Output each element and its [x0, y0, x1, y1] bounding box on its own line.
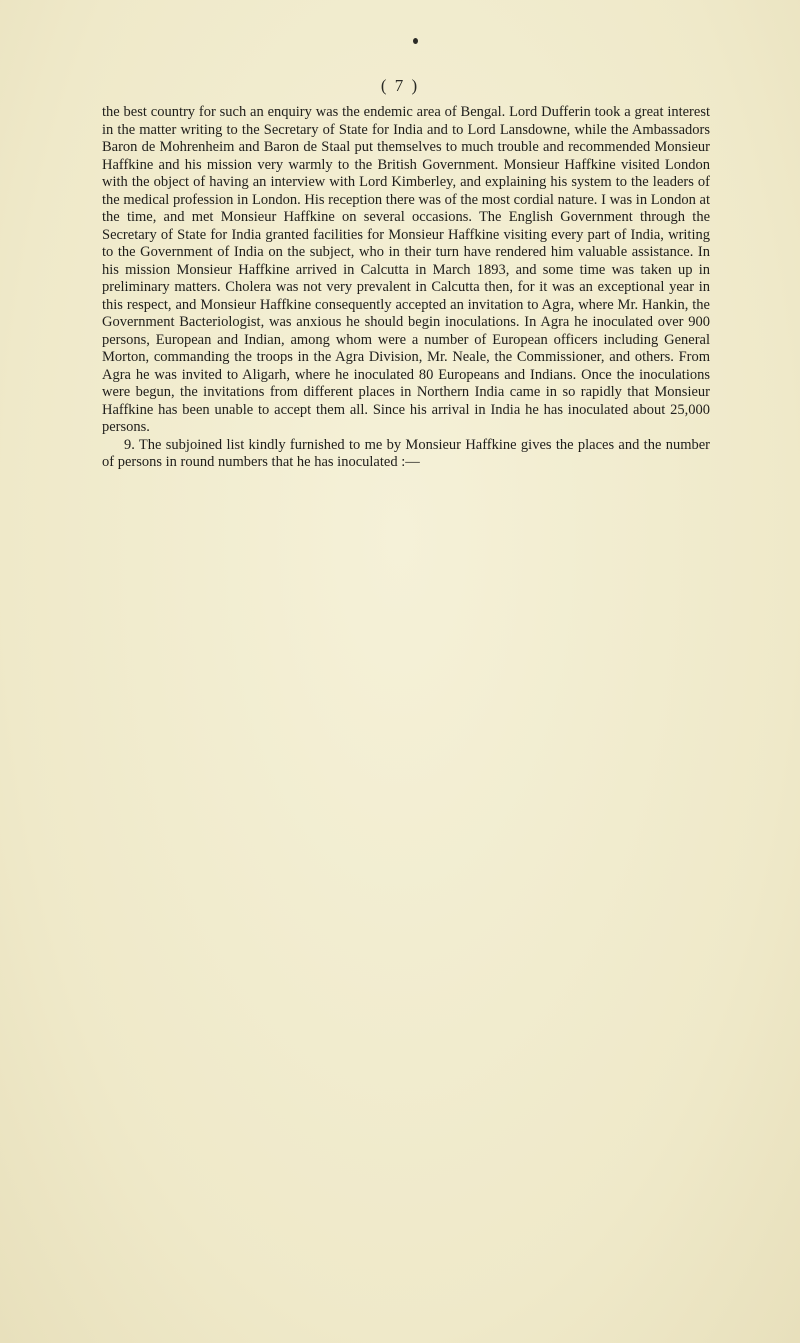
ink-speck: [413, 38, 418, 44]
body-text: [102, 104, 710, 472]
page-number: ( 7 ): [380, 76, 420, 95]
paragraph-continuation: the best country for such an enquiry was the endemic area of Bengal. Lord Dufferin took a great interest in the matter writing to the Secretary of State for India and to Lord Lansdowne, while the Ambassadors Baron de Mohrenheim and Baron de Staal put themselves to much trouble and recommended Monsieur Haffkine and his mission very warmly to the British Government. Monsieur Haffkine visited London with the object of having an interview with Lord Kimberley, and explaining his system to the leaders of the medical profession in London. His reception there was of the most cordial nature. I was in London at the time, and met Monsieur Haffkine on several occasions. The English Government through the Secretary of State for India granted facilities for Monsieur Haffkine visiting every part of India, writing to the Government of India on the subject, who in their turn have rendered him valuable assistance. In his mission Monsieur Haffkine arrived in Calcutta in March 1893, and some time was taken up in preliminary matters. Cholera was not very prevalent in Calcutta then, for it was an exceptional year in this respect, and Monsieur Haffkine consequently accepted an invitation to Agra, where Mr. Hankin, the Government Bacteriologist, was anxious he should begin inoculations. In Agra he inoculated over 900 persons, European and Indian, among whom were a number of European officers including General Morton, commanding the troops in the Agra Division, Mr. Neale, the Commissioner, and others. From Agra he was invited to Aligarh, where he inoculated 80 Europeans and Indians. Once the inoculations were begun, the invitations from different places in Northern India came in so rapidly that Monsieur Haffkine has been unable to accept them all. Since his arrival in India he has inoculated about 25,000 persons.: [102, 104, 710, 435]
paragraph-9: 9. The subjoined list kindly furnished to me by Monsieur Haffkine gives the places and the number of persons in round numbers that he has inoculated :—: [102, 436, 710, 470]
